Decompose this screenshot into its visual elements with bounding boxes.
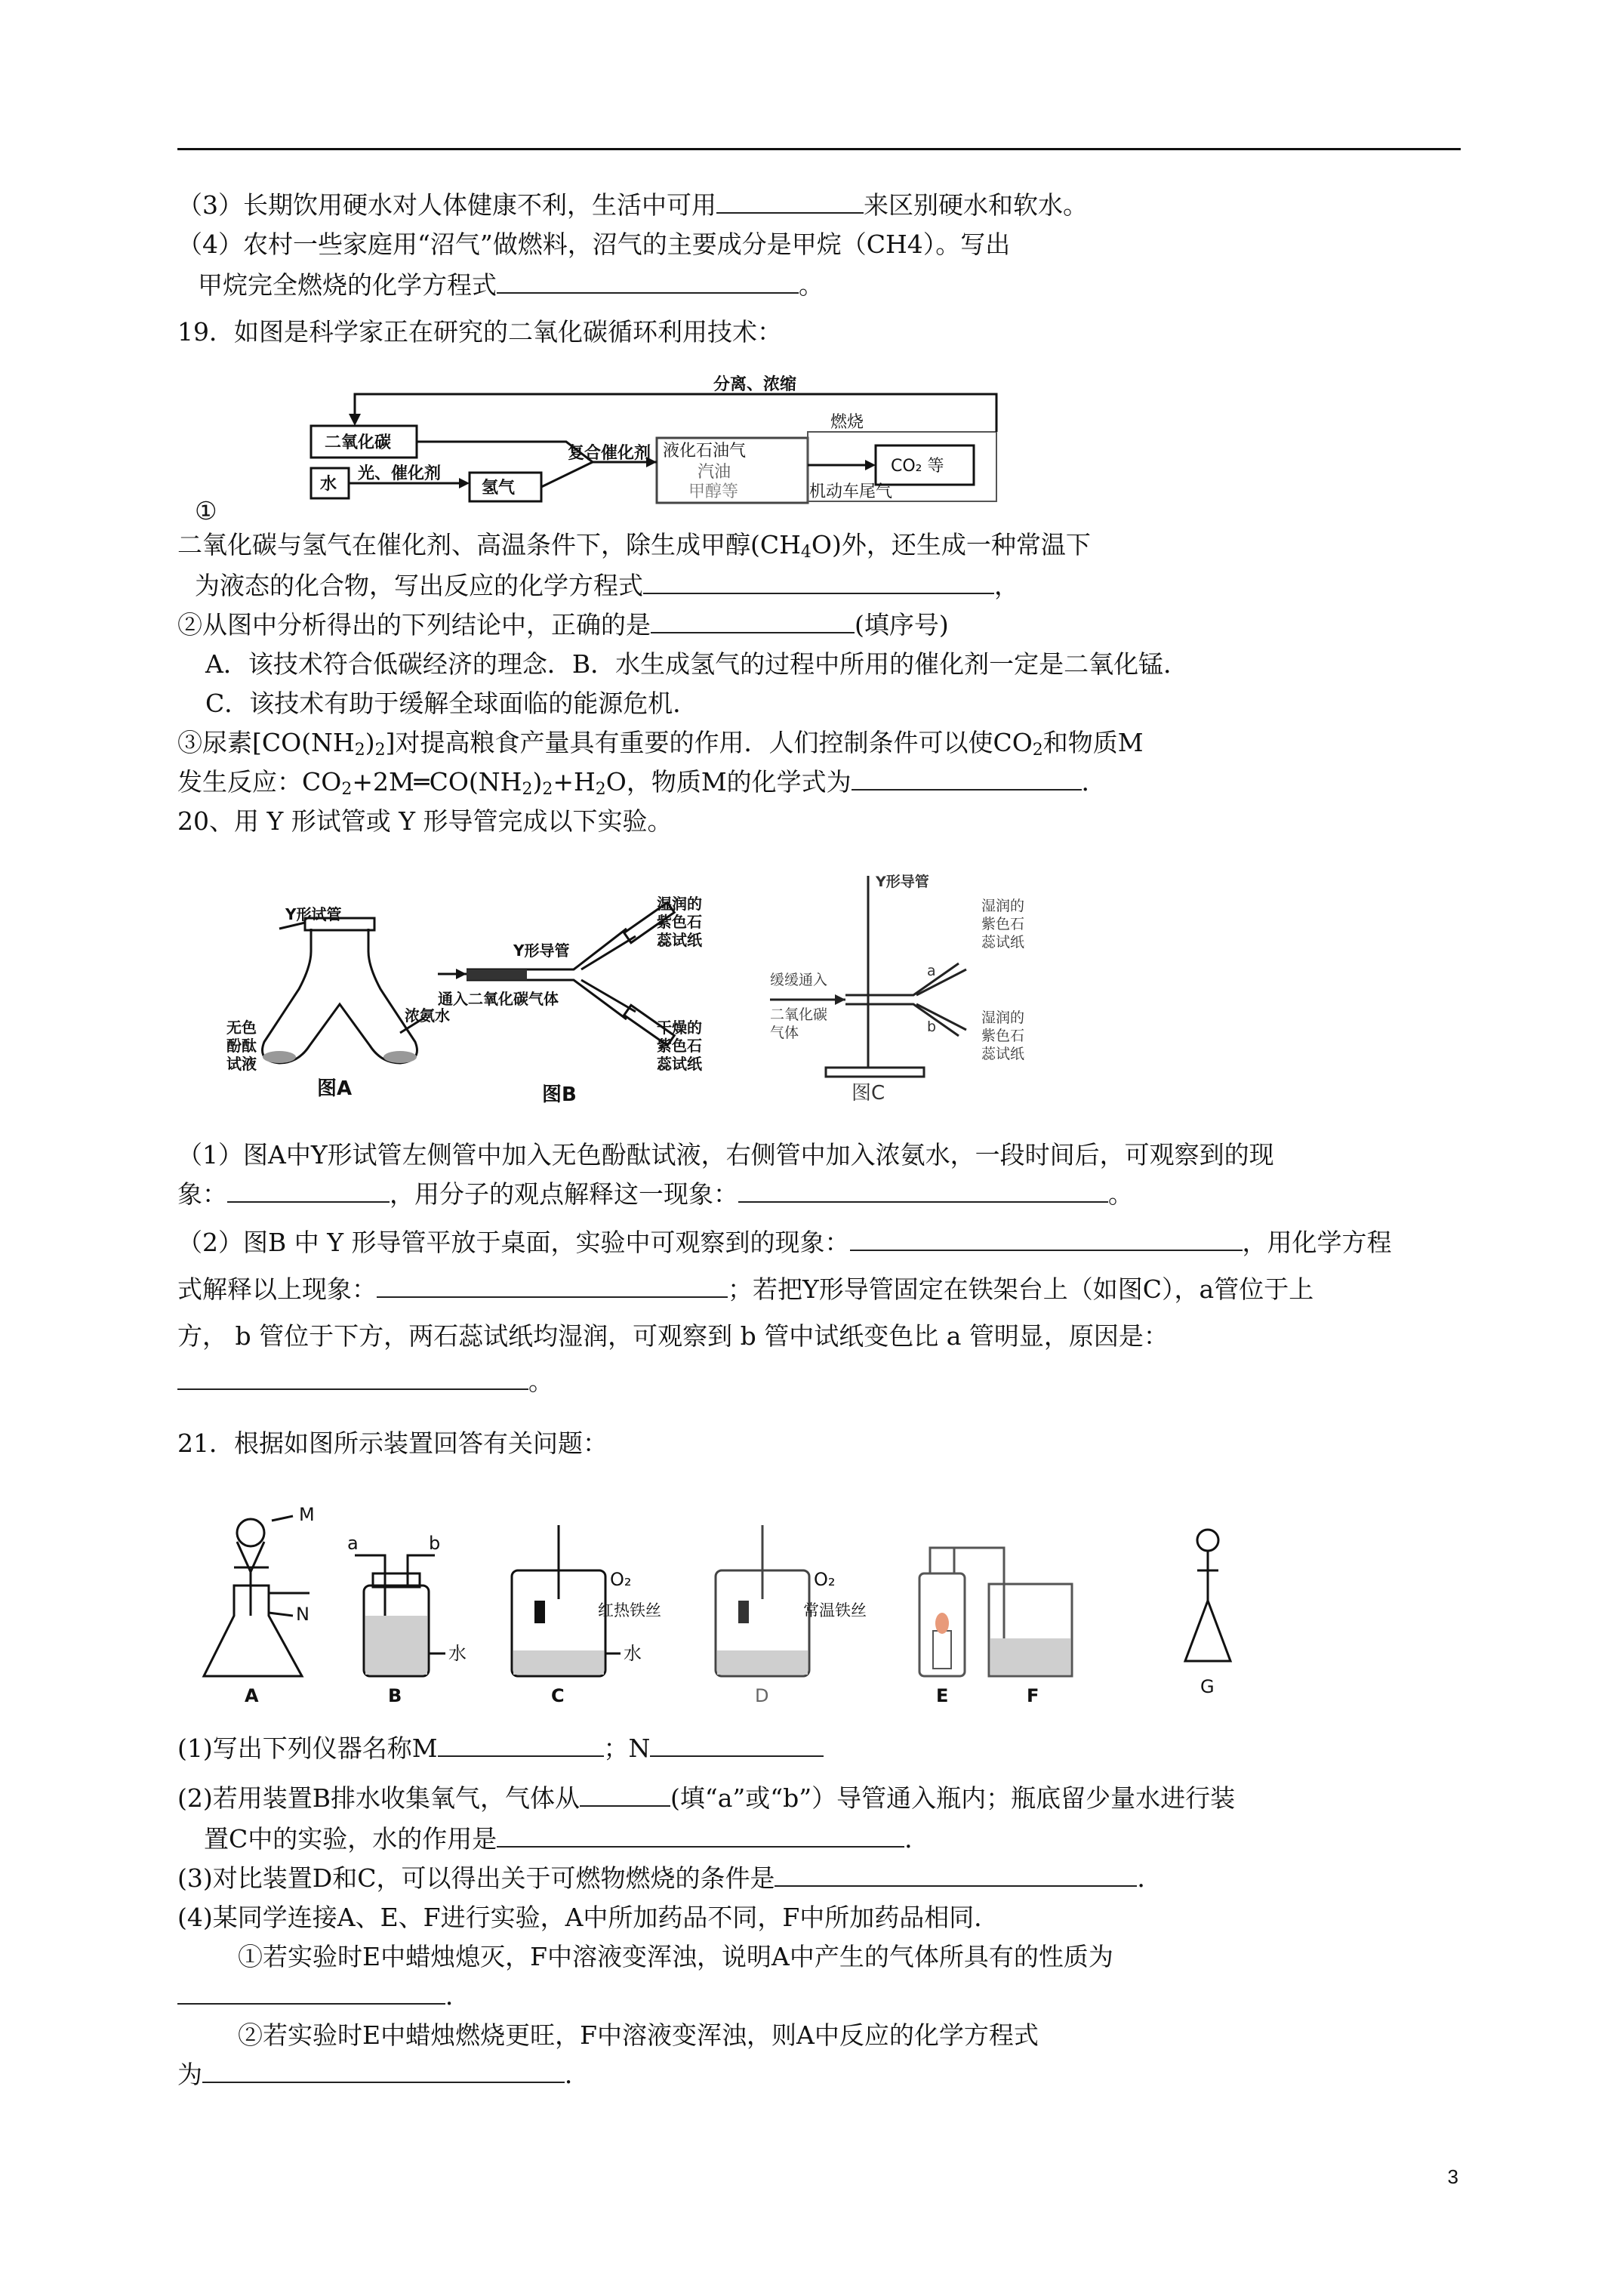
- arrow-head: [349, 414, 361, 426]
- q20-part2-line2: 式解释以上现象： ；若把Y形导管固定在铁架台上（如图C），a管位于上: [177, 1274, 1314, 1304]
- q21-part2-line2: 置C中的实验，水的作用是 ．: [204, 1824, 930, 1854]
- candle-e: [933, 1631, 951, 1669]
- q21-part4: (4)某同学连接A、E、F进行实验，A中所加药品不同，F中所加药品相同．: [177, 1903, 999, 1932]
- q19-marker-1: ①: [195, 496, 217, 525]
- answer-blank[interactable]: [716, 190, 864, 214]
- fig-c-a-label: a: [927, 963, 936, 979]
- header-rule: [177, 148, 1461, 150]
- fig-a-caption: 图A: [317, 1077, 353, 1100]
- caption-f: F: [1027, 1685, 1039, 1706]
- q18-part4-line2: 甲烷完全燃烧的化学方程式 。: [198, 270, 824, 300]
- fig-b-dry-label-1: 干燥的: [657, 1019, 702, 1037]
- iron-wire-c: [534, 1601, 545, 1623]
- label-wire-c: 红热铁丝: [598, 1601, 661, 1620]
- fig-b-wet-label-3: 蕊试纸: [657, 931, 702, 949]
- iron-wire-d: [738, 1601, 749, 1623]
- water-label: 水: [320, 475, 337, 494]
- answer-blank[interactable]: [497, 1823, 904, 1848]
- q21-part4c: 为 ．: [177, 2060, 590, 2089]
- separatory-funnel: [237, 1519, 264, 1546]
- q21-part4a-blank: ．: [177, 1980, 470, 2013]
- label-o2-c: O₂: [610, 1569, 632, 1590]
- q19-sub3-line1: ③尿素$[CO(NH_2)_2]$对提高粮食产量具有重要的作用．人们控制条件可以使$CO_2$和物质M: [177, 728, 1144, 760]
- q21-part2-line1: (2)若用装置B排水收集氧气，气体从 (填“a”或“b”）导管通入瓶内；瓶底留少量水进行装: [177, 1783, 1236, 1813]
- co2-label: 二氧化碳: [325, 433, 392, 452]
- fig-c-inlet-3: 气体: [770, 1025, 799, 1041]
- light-catalyst-label: 光、催化剂: [358, 464, 442, 483]
- fig-c-inlet-2: 二氧化碳: [770, 1006, 828, 1023]
- answer-blank[interactable]: [377, 1274, 728, 1298]
- g-clamp: [1197, 1530, 1218, 1551]
- q21-part4a: ①若实验时E中蜡烛熄灭，F中溶液变浑浊，说明A中产生的气体所具有的性质为: [238, 1942, 1113, 1971]
- co2-etc-label: CO₂ 等: [891, 457, 944, 476]
- fig-a-left-label-3: 试液: [226, 1055, 257, 1073]
- q19-sub1-line2: 为液态的化合物，写出反应的化学方程式 ，: [195, 571, 1019, 600]
- product-gasoline: 汽油: [698, 463, 731, 482]
- combust-label: 燃烧: [830, 413, 864, 432]
- figure-c: [762, 868, 1087, 1110]
- product-methanol: 甲醇等: [688, 482, 739, 501]
- fig-b-caption: 图B: [542, 1083, 577, 1106]
- conical-flask: [204, 1586, 302, 1676]
- label-b: b: [429, 1533, 441, 1554]
- figure-a: [226, 906, 453, 1102]
- caption-d: D: [755, 1685, 769, 1706]
- product-lpg: 液化石油气: [663, 442, 747, 461]
- answer-blank[interactable]: [202, 2059, 565, 2083]
- fig-b-dry-label-2: 紫色石: [657, 1037, 702, 1055]
- answer-blank[interactable]: [643, 570, 994, 594]
- answer-blank[interactable]: [850, 1227, 1243, 1251]
- q19-sub2: ②从图中分析得出的下列结论中，正确的是 (填序号): [177, 610, 949, 639]
- fig-c-b-label: b: [927, 1019, 937, 1035]
- answer-blank[interactable]: [580, 1783, 670, 1807]
- composite-catalyst-label: 复合催化剂: [568, 444, 651, 463]
- q19-option-a-b: A．该技术符合低碳经济的理念．B．水生成氢气的过程中所用的催化剂一定是二氧化锰．: [205, 649, 1189, 679]
- answer-blank[interactable]: [651, 609, 855, 633]
- q18-part3: （3）长期饮用硬水对人体健康不利，生活中可用 来区别硬水和软水。: [177, 190, 1088, 220]
- label-a: a: [347, 1533, 359, 1554]
- label-wire-d: 常温铁丝: [803, 1601, 867, 1620]
- q20-part2-line4: 。: [177, 1365, 553, 1398]
- label-n: N: [296, 1604, 310, 1625]
- answer-blank[interactable]: [177, 1366, 528, 1390]
- candle-flame: [935, 1613, 949, 1634]
- fig-c-top-3: 蕊试纸: [981, 934, 1025, 951]
- co2-cycle-diagram: [302, 371, 1027, 507]
- fig-c-bot-2: 紫色石: [981, 1028, 1025, 1044]
- answer-blank[interactable]: [738, 1179, 1108, 1203]
- q19-option-c: C．该技术有助于缓解全球面临的能源危机．: [205, 689, 698, 718]
- apparatus-figure: [196, 1502, 1268, 1706]
- caption-a: A: [245, 1685, 259, 1706]
- fig-c-top-2: 紫色石: [981, 916, 1025, 932]
- caption-e: E: [936, 1685, 949, 1706]
- fig-c-top-1: 湿润的: [981, 898, 1025, 914]
- answer-blank[interactable]: [227, 1179, 390, 1203]
- y-tube: [263, 929, 417, 1063]
- fig-a-left-label-1: 无色: [226, 1019, 257, 1037]
- q19-title: 19．如图是科学家正在研究的二氧化碳循环利用技术：: [177, 317, 782, 347]
- label-m: M: [299, 1504, 315, 1525]
- hydrogen-label: 氢气: [482, 479, 516, 498]
- fig-c-bot-1: 湿润的: [981, 1009, 1025, 1026]
- answer-blank[interactable]: [438, 1733, 604, 1757]
- fig-b-wet-label-2: 紫色石: [657, 913, 702, 931]
- q20-part2-line1: （2）图B 中 Y 形导管平放于桌面，实验中可观察到的现象： ，用化学方程: [177, 1228, 1392, 1257]
- fig-a-right-label: 浓氨水: [405, 1006, 450, 1025]
- q20-part2-line3: 方， b 管位于下方，两石蕊试纸均湿润，可观察到 b 管中试纸变色比 a 管明显，原因是：: [177, 1321, 1169, 1351]
- q21-part4b: ②若实验时E中蜡烛燃烧更旺，F中溶液变浑浊，则A中反应的化学方程式: [238, 2020, 1039, 2050]
- exhaust-label: 机动车尾气: [809, 482, 893, 501]
- q20-part1-line1: （1）图A中Y形试管左侧管中加入无色酚酞试液，右侧管中加入浓氨水，一段时间后，可观察到的现: [177, 1140, 1274, 1170]
- caption-c: C: [551, 1685, 565, 1706]
- fig-b-dry-label-3: 蕊试纸: [657, 1055, 702, 1073]
- q21-part3: (3)对比装置D和C，可以得出关于可燃物燃烧的条件是 ．: [177, 1863, 1163, 1893]
- label-o2-d: O₂: [814, 1569, 836, 1590]
- iron-stand-base: [826, 1068, 924, 1077]
- q21-part1: (1)写出下列仪器名称M ；N: [177, 1732, 824, 1765]
- q20-title: 20、用 Y 形试管或 Y 形导管完成以下实验。: [177, 806, 673, 836]
- answer-blank[interactable]: [852, 766, 1082, 791]
- page-number: 3: [1447, 2165, 1458, 2188]
- q20-part1-line2: 象： ，用分子的观点解释这一现象： 。: [177, 1179, 1133, 1209]
- g-flask: [1185, 1601, 1230, 1661]
- fig-c-caption: 图C: [852, 1082, 885, 1105]
- fig-b-wet-label-1: 湿润的: [657, 895, 702, 913]
- fig-b-tube-label: Y形导管: [513, 942, 570, 960]
- q21-title: 21．根据如图所示装置回答有关问题：: [177, 1428, 608, 1458]
- caption-g: G: [1200, 1676, 1215, 1697]
- q19-sub1-line1: 二氧化碳与氢气在催化剂、高温条件下，除生成甲醇$(CH_4O)$外，还生成一种常温下: [177, 530, 1091, 562]
- answer-blank[interactable]: [775, 1863, 1137, 1887]
- answer-blank[interactable]: [177, 1980, 445, 2005]
- feedback-line: [355, 394, 996, 432]
- fig-a-left-label-2: 酚酞: [226, 1037, 257, 1055]
- fig-c-bot-3: 蕊试纸: [981, 1046, 1025, 1062]
- caption-b: B: [388, 1685, 402, 1706]
- separate-label: 分离、浓缩: [713, 375, 797, 394]
- fig-b-inlet-label: 通入二氧化碳气体: [438, 990, 559, 1008]
- label-water-b: 水: [448, 1643, 467, 1664]
- fig-c-inlet-1: 缓缓通入: [770, 972, 828, 988]
- answer-blank[interactable]: [650, 1733, 824, 1757]
- answer-blank[interactable]: [497, 270, 799, 294]
- label-water-c: 水: [624, 1643, 642, 1664]
- y-duct-c: [845, 963, 959, 1036]
- q18-part4: （4）农村一些家庭用“沼气”做燃料，沼气的主要成分是甲烷（CH4）。写出: [177, 230, 1011, 259]
- fig-a-tube-label: Y形试管: [285, 906, 342, 923]
- figure-b: [430, 891, 710, 1110]
- fig-c-tube-label: Y形导管: [876, 874, 929, 890]
- q19-sub3-line2: 发生反应：$CO_2+2M═CO(NH_2)_2+H_2O$，物质M的化学式为 ．: [177, 767, 1107, 799]
